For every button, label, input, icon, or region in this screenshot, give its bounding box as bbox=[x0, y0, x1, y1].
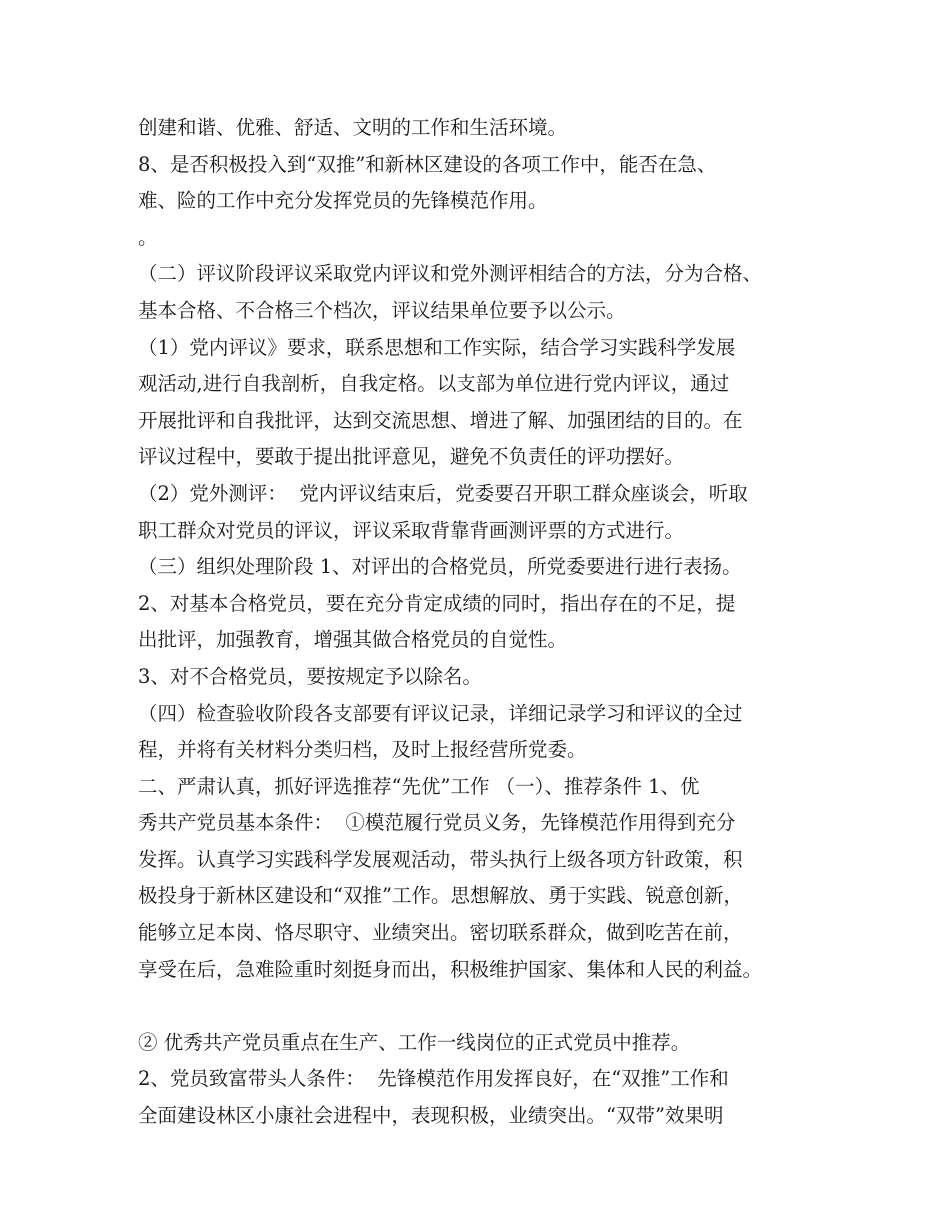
text-line: 开展批评和自我批评，达到交流思想、增进了解、加强团结的目的。在 bbox=[138, 408, 743, 432]
text-line: 评议过程中，要敢于提出批评意见，避免不负责任的评功摆好。 bbox=[138, 445, 685, 469]
text-line: 秀共产党员基本条件： ①模范履行党员义务，先锋模范作用得到充分 bbox=[138, 811, 736, 835]
text-line: 享受在后，急难险重时刻挺身而出，积极维护国家、集体和人民的利益。 bbox=[138, 957, 763, 981]
text-line: 基本合格、不合格三个档次，评议结果单位要予以公示。 bbox=[138, 298, 626, 322]
text-line: （三）组织处理阶段 1、对评出的合格党员，所党委要进行进行表扬。 bbox=[138, 555, 742, 579]
paragraph-gap bbox=[138, 988, 838, 1025]
text-line: 。 bbox=[138, 225, 158, 249]
text-line: 创建和谐、优雅、舒适、文明的工作和生活环境。 bbox=[138, 116, 568, 139]
text-line: 程，并将有关材料分类归档，及时上报经营所党委。 bbox=[138, 738, 587, 762]
text-line: 职工群众对党员的评议，评议采取背靠背画测评票的方式进行。 bbox=[138, 518, 685, 542]
text-line: 难、险的工作中充分发挥党员的先锋模范作用。 bbox=[138, 189, 548, 213]
text-line: （2）党外测评： 党内评议结束后，党委要召开职工群众座谈会，听取 bbox=[138, 481, 748, 505]
text-line: 3、对不合格党员，要按规定予以除名。 bbox=[138, 664, 482, 688]
text-line: ② 优秀共产党员重点在生产、工作一线岗位的正式党员中推荐。 bbox=[138, 1030, 691, 1054]
text-line: 发挥。认真学习实践科学发展观活动，带头执行上级各项方针政策，积 bbox=[138, 847, 743, 871]
text-line: （二）评议阶段评议采取党内评议和党外测评相结合的方法，分为合格、 bbox=[138, 262, 763, 286]
text-line: （四）检查验收阶段各支部要有评议记录，详细记录学习和评议的全过 bbox=[138, 701, 743, 725]
text-line: 二、严肃认真，抓好评选推荐“先优”工作 （一）、推荐条件 1、优 bbox=[138, 774, 700, 798]
text-line: 出批评，加强教育，增强其做合格党员的自觉性。 bbox=[138, 628, 568, 652]
text-line: 8、是否积极投入到“双推”和新林区建设的各项工作中，能否在急、 bbox=[138, 152, 717, 176]
text-line: 观活动,进行自我剖析，自我定格。以支部为单位进行党内评议，通过 bbox=[138, 372, 730, 396]
document-body bbox=[138, 110, 838, 1135]
text-line: 全面建设林区小康社会进程中，表现积极，业绩突出。“双带”效果明 bbox=[138, 1104, 724, 1128]
text-line: 2、党员致富带头人条件： 先锋模范作用发挥良好，在“双推”工作和 bbox=[138, 1067, 729, 1091]
text-line: （1）党内评议》要求，联系思想和工作实际，结合学习实践科学发展 bbox=[138, 335, 736, 359]
text-line: 2、对基本合格党员，要在充分肯定成绩的同时，指出存在的不足，提 bbox=[138, 591, 736, 615]
text-line: 极投身于新林区建设和“双推”工作。思想解放、勇于实践、锐意创新， bbox=[138, 884, 743, 908]
text-line: 能够立足本岗、恪尽职守、业绩突出。密切联系群众，做到吃苦在前， bbox=[138, 921, 743, 945]
